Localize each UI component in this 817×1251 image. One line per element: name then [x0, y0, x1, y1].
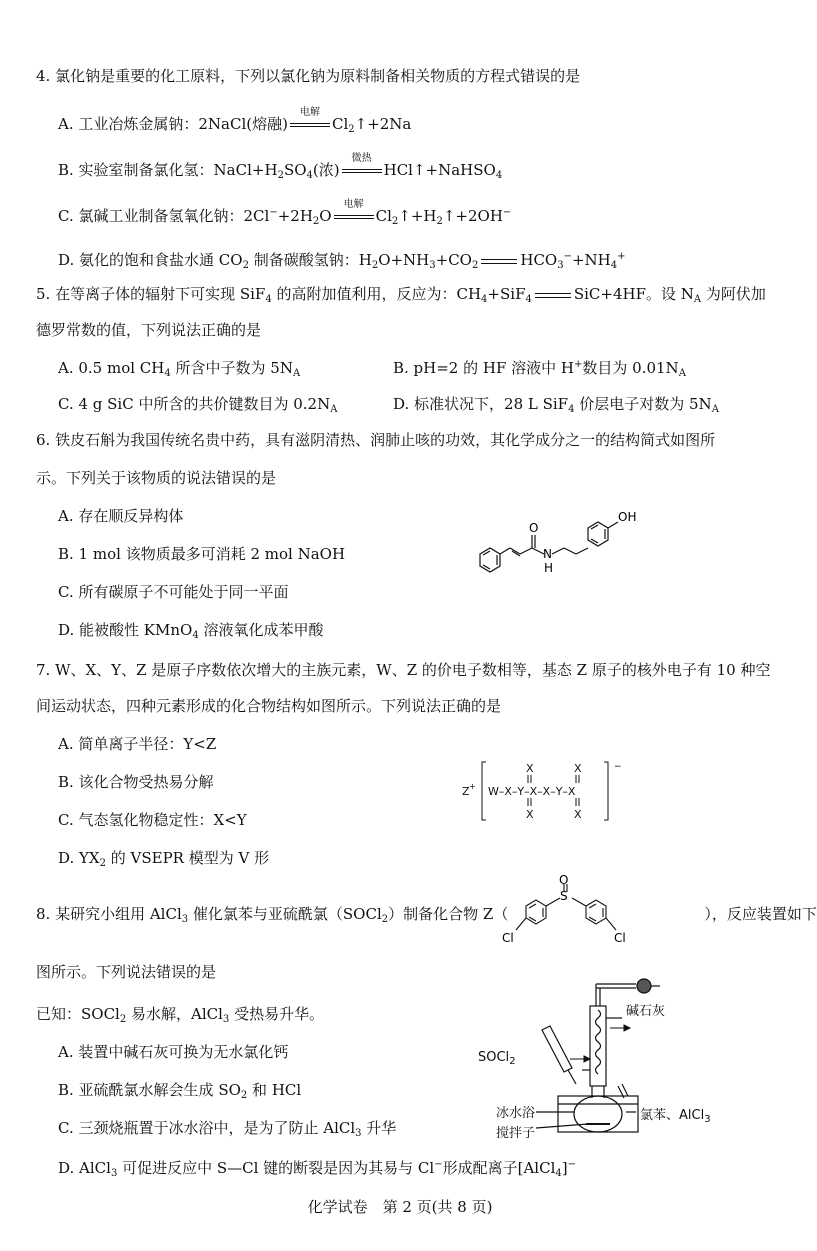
svg-text:X: X	[526, 762, 534, 775]
q7-option-c: C. 气态氢化物稳定性：X<Y	[58, 811, 247, 829]
svg-text:S: S	[560, 889, 568, 903]
svg-text:O: O	[529, 521, 539, 535]
q6-stem-line2: 示。下列关于该物质的说法错误的是	[36, 469, 277, 487]
q8-option-d: D. AlCl$_3$ 可促进反应中 S—Cl 键的断裂是因为其易与 Cl−形成配离子[AlCl$_4$]−	[58, 1159, 576, 1179]
svg-text:O: O	[559, 873, 569, 887]
q7-option-a: A. 简单离子半径：Y<Z	[58, 735, 217, 753]
q6-option-d: D. 能被酸性 KMnO$_4$ 溶液氧化成苯甲酸	[58, 621, 324, 641]
q6-option-c: C. 所有碳原子不可能处于同一平面	[58, 583, 289, 601]
q5-stem-line1: 5. 在等离子体的辐射下可实现 SiF$_4$ 的高附加值利用，反应为：$CH_4+SiF_4$ SiC+4HF。设 $N_A$ 为阿伏加	[36, 285, 766, 305]
q8-compound-z-diagram	[496, 874, 646, 952]
svg-text:OH: OH	[618, 510, 637, 524]
q8-known: 已知：SOCl$_2$ 易水解，AlCl$_3$ 受热易升华。	[36, 1005, 325, 1025]
page-footer: 化学试卷 第 2 页(共 8 页)	[307, 1198, 493, 1216]
q6-option-a: A. 存在顺反异构体	[58, 507, 184, 525]
q7-option-b: B. 该化合物受热易分解	[58, 773, 214, 791]
q6-stem-line1: 6. 铁皮石斛为我国传统名贵中药，具有滋阴清热、润肺止咳的功效，其化学成分之一的结构简式如图所	[36, 431, 716, 449]
q4-option-a: A. 工业冶炼金属钠：2NaCl(熔融) 电解 $Cl_2↑+2Na$	[58, 107, 412, 135]
svg-text:X: X	[526, 808, 534, 821]
q4-stem: 4. 氯化钠是重要的化工原料，下列以氯化钠为原料制备相关物质的方程式错误的是	[36, 67, 581, 85]
apparatus-ice-bath-label: 冰水浴	[496, 1106, 536, 1121]
q8-stem-line1: 8. 某研究小组用 AlCl$_3$ 催化氯苯与亚硫酰氯（SOCl$_2$）制备化合物 Z（ ），反应装置如下	[36, 905, 817, 925]
q4-option-b: B. 实验室制备氯化氢：$NaCl+H_2SO_4$(浓) 微热 HCl↑+NaHSO$_4$	[58, 153, 503, 181]
q5-option-b: B. pH=2 的 HF 溶液中 H+数目为 $0.01N_A$	[393, 359, 686, 379]
svg-text:Z: Z	[462, 785, 470, 798]
q8-option-c: C. 三颈烧瓶置于冰水浴中，是为了防止 AlCl$_3$ 升华	[58, 1119, 397, 1139]
svg-text:Cl: Cl	[502, 931, 514, 945]
q8-stem-line2: 图所示。下列说法错误的是	[36, 963, 217, 981]
svg-text:H: H	[544, 561, 554, 575]
apparatus-soda-lime-label: 碱石灰	[626, 1004, 666, 1019]
svg-text:W–X–Y–X–X–Y–X: W–X–Y–X–X–Y–X	[488, 785, 576, 798]
svg-text:Cl: Cl	[614, 931, 626, 945]
apparatus-stirrer-label: 搅拌子	[496, 1126, 536, 1141]
q8-option-b: B. 亚硫酰氯水解会生成 $SO_2$ 和 HCl	[58, 1081, 302, 1101]
q6-structure-diagram	[470, 505, 670, 585]
svg-text:+: +	[469, 782, 476, 791]
apparatus-socl2-label: SOCl$_2$	[478, 1050, 516, 1067]
q7-structure-diagram	[462, 758, 622, 824]
q4-option-d: D. 氨化的饱和食盐水通 $CO_2$ 制备碳酸氢钠：$H_2O+NH_3+CO_2$ $HCO_3^-+NH_4^+$	[58, 251, 626, 271]
svg-text:X: X	[574, 762, 582, 775]
q5-option-c: C. 4 g SiC 中所含的共价键数目为 $0.2N_A$	[58, 395, 338, 415]
q5-stem-line2: 德罗常数的值，下列说法正确的是	[36, 321, 262, 339]
svg-text:N: N	[543, 547, 552, 561]
svg-text:−: −	[614, 762, 622, 772]
q5-option-a: A. 0.5 mol $CH_4$ 所含中子数为 $5N_A$	[58, 359, 301, 379]
svg-text:X: X	[574, 808, 582, 821]
q7-stem-line2: 间运动状态，四种元素形成的化合物结构如图所示。下列说法正确的是	[36, 697, 502, 715]
q6-option-b: B. 1 mol 该物质最多可消耗 2 mol NaOH	[58, 545, 346, 563]
q8-option-a: A. 装置中碱石灰可换为无水氯化钙	[58, 1043, 289, 1061]
q4-option-c: C. 氯碱工业制备氢氧化钠：$2Cl^-+2H_2O$ 电解 $Cl_2↑+H_2↑+2OH^-$	[58, 199, 512, 227]
q7-option-d: D. $YX_2$ 的 VSEPR 模型为 V 形	[58, 849, 270, 869]
apparatus-reagents-label: 氯苯、AlCl$_3$	[640, 1108, 711, 1125]
q7-stem-line1: 7. W、X、Y、Z 是原子序数依次增大的主族元素，W、Z 的价电子数相等，基态 Z 原子的核外电子有 10 种空	[36, 661, 771, 679]
q5-option-d: D. 标准状况下，28 L SiF$_4$ 价层电子对数为 $5N_A$	[393, 395, 719, 415]
